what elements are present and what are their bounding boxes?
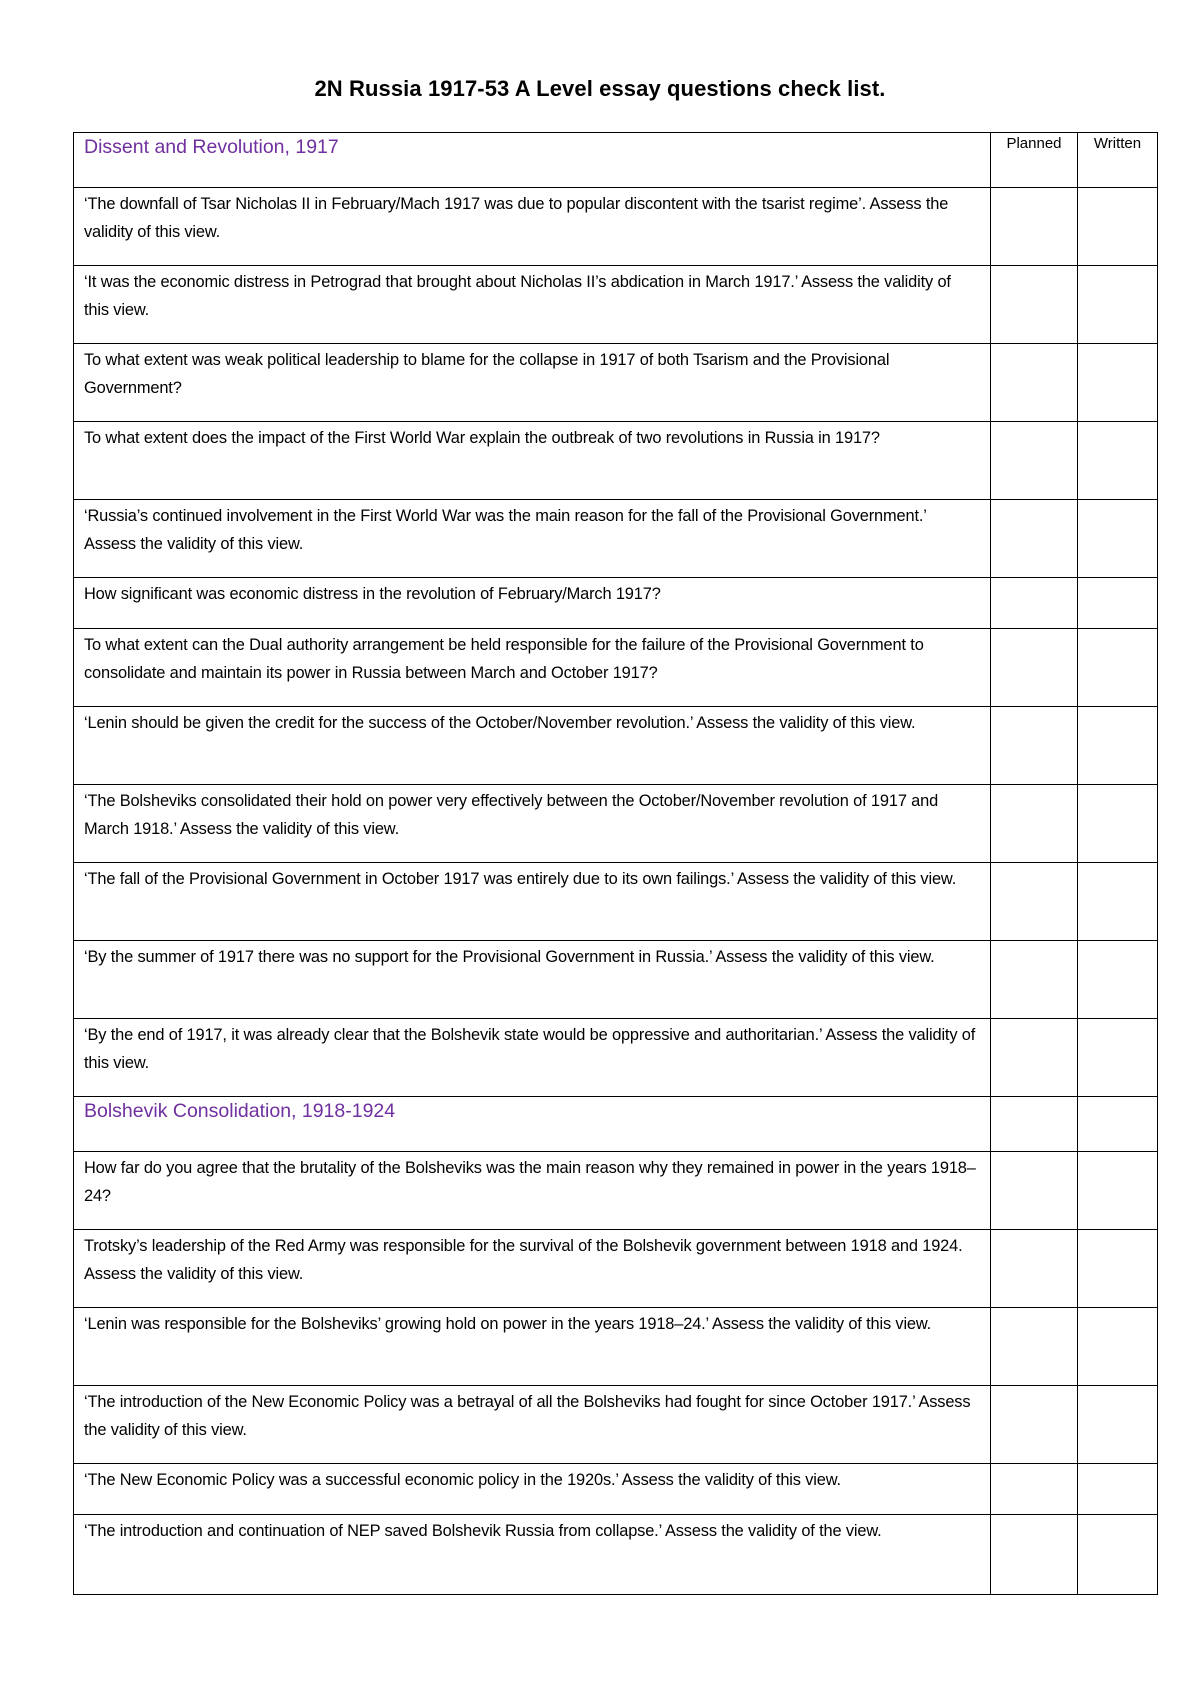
section-header-row <box>74 1097 1158 1152</box>
essay-question: To what extent can the Dual authority arrangement be held responsible for the failure of the Provisional Government to consolidate and maintain its power in Russia between March and October 1917? <box>74 629 991 707</box>
planned-checkbox[interactable] <box>991 1386 1078 1464</box>
section-heading: Dissent and Revolution, 1917 <box>74 133 991 188</box>
essay-question: ‘It was the economic distress in Petrograd that brought about Nicholas II’s abdication in March 1917.’ Assess the validity of this view. <box>74 266 991 344</box>
planned-checkbox[interactable] <box>991 344 1078 422</box>
written-checkbox[interactable] <box>1078 266 1158 344</box>
question-row <box>74 863 1158 941</box>
written-checkbox[interactable] <box>1078 1019 1158 1097</box>
written-checkbox[interactable] <box>1078 707 1158 785</box>
written-checkbox[interactable] <box>1078 344 1158 422</box>
written-checkbox[interactable] <box>1078 941 1158 1019</box>
essay-question: To what extent was weak political leadership to blame for the collapse in 1917 of both Tsarism and the Provisional Government? <box>74 344 991 422</box>
essay-question: Trotsky’s leadership of the Red Army was responsible for the survival of the Bolshevik government between 1918 and 1924. Assess the validity of this view. <box>74 1230 991 1308</box>
question-row <box>74 1464 1158 1515</box>
planned-checkbox[interactable] <box>991 422 1078 500</box>
written-checkbox[interactable] <box>1078 188 1158 266</box>
essay-question: ‘Lenin was responsible for the Bolsheviks’ growing hold on power in the years 1918–24.’ Assess the validity of this view. <box>74 1308 991 1386</box>
planned-checkbox[interactable] <box>991 1230 1078 1308</box>
essay-question: ‘The downfall of Tsar Nicholas II in February/Mach 1917 was due to popular discontent with the tsarist regime’. Assess the validity of this view. <box>74 188 991 266</box>
written-column-header: Written <box>1078 133 1158 188</box>
planned-checkbox[interactable] <box>991 266 1078 344</box>
question-row <box>74 1230 1158 1308</box>
planned-checkbox[interactable] <box>991 500 1078 578</box>
question-row <box>74 344 1158 422</box>
question-row <box>74 1019 1158 1097</box>
written-checkbox[interactable] <box>1078 1152 1158 1230</box>
essay-question: ‘The fall of the Provisional Government in October 1917 was entirely due to its own failings.’ Assess the validity of this view. <box>74 863 991 941</box>
planned-checkbox[interactable] <box>991 1464 1078 1515</box>
planned-checkbox[interactable] <box>991 578 1078 629</box>
written-checkbox[interactable] <box>1078 629 1158 707</box>
essay-question: How far do you agree that the brutality of the Bolsheviks was the main reason why they remained in power in the years 1918–24? <box>74 1152 991 1230</box>
planned-checkbox[interactable] <box>991 785 1078 863</box>
essay-question: ‘The introduction and continuation of NEP saved Bolshevik Russia from collapse.’ Assess the validity of the view. <box>74 1515 991 1595</box>
question-row <box>74 1386 1158 1464</box>
planned-checkbox[interactable] <box>991 1152 1078 1230</box>
question-row <box>74 500 1158 578</box>
question-row <box>74 941 1158 1019</box>
question-row <box>74 1308 1158 1386</box>
question-row <box>74 629 1158 707</box>
planned-checkbox[interactable] <box>991 188 1078 266</box>
written-checkbox[interactable] <box>1078 578 1158 629</box>
written-checkbox[interactable] <box>1078 1515 1158 1595</box>
page-title: 2N Russia 1917-53 A Level essay questions check list. <box>314 76 886 101</box>
planned-checkbox[interactable] <box>991 629 1078 707</box>
written-checkbox[interactable] <box>1078 785 1158 863</box>
written-checkbox[interactable] <box>1078 1464 1158 1515</box>
planned-column-header: Planned <box>991 133 1078 188</box>
essay-question: ‘Russia’s continued involvement in the First World War was the main reason for the fall of the Provisional Government.’ Assess the validity of this view. <box>74 500 991 578</box>
question-row <box>74 707 1158 785</box>
planned-checkbox[interactable] <box>991 707 1078 785</box>
section-planned-cell <box>991 1097 1078 1152</box>
written-checkbox[interactable] <box>1078 422 1158 500</box>
essay-question: ‘The New Economic Policy was a successful economic policy in the 1920s.’ Assess the validity of this view. <box>74 1464 991 1515</box>
question-row <box>74 422 1158 500</box>
essay-question: ‘By the summer of 1917 there was no support for the Provisional Government in Russia.’ Assess the validity of this view. <box>74 941 991 1019</box>
essay-question: ‘The introduction of the New Economic Policy was a betrayal of all the Bolsheviks had fought for since October 1917.’ Assess the validity of this view. <box>74 1386 991 1464</box>
question-row <box>74 1515 1158 1595</box>
written-checkbox[interactable] <box>1078 1230 1158 1308</box>
essay-question: ‘The Bolsheviks consolidated their hold on power very effectively between the October/November revolution of 1917 and March 1918.’ Assess the validity of this view. <box>74 785 991 863</box>
essay-question: How significant was economic distress in the revolution of February/March 1917? <box>74 578 991 629</box>
checklist-table <box>73 132 1158 1595</box>
planned-checkbox[interactable] <box>991 1019 1078 1097</box>
section-header-row <box>74 133 1158 188</box>
planned-checkbox[interactable] <box>991 1308 1078 1386</box>
section-written-cell <box>1078 1097 1158 1152</box>
essay-question: ‘By the end of 1917, it was already clear that the Bolshevik state would be oppressive and authoritarian.’ Assess the validity of this view. <box>74 1019 991 1097</box>
essay-question: ‘Lenin should be given the credit for the success of the October/November revolution.’ Assess the validity of this view. <box>74 707 991 785</box>
planned-checkbox[interactable] <box>991 1515 1078 1595</box>
question-row <box>74 188 1158 266</box>
planned-checkbox[interactable] <box>991 941 1078 1019</box>
written-checkbox[interactable] <box>1078 500 1158 578</box>
planned-checkbox[interactable] <box>991 863 1078 941</box>
essay-question: To what extent does the impact of the First World War explain the outbreak of two revolutions in Russia in 1917? <box>74 422 991 500</box>
section-heading: Bolshevik Consolidation, 1918-1924 <box>74 1097 991 1152</box>
question-row <box>74 266 1158 344</box>
written-checkbox[interactable] <box>1078 1308 1158 1386</box>
question-row <box>74 785 1158 863</box>
question-row <box>74 1152 1158 1230</box>
written-checkbox[interactable] <box>1078 1386 1158 1464</box>
written-checkbox[interactable] <box>1078 863 1158 941</box>
question-row <box>74 578 1158 629</box>
